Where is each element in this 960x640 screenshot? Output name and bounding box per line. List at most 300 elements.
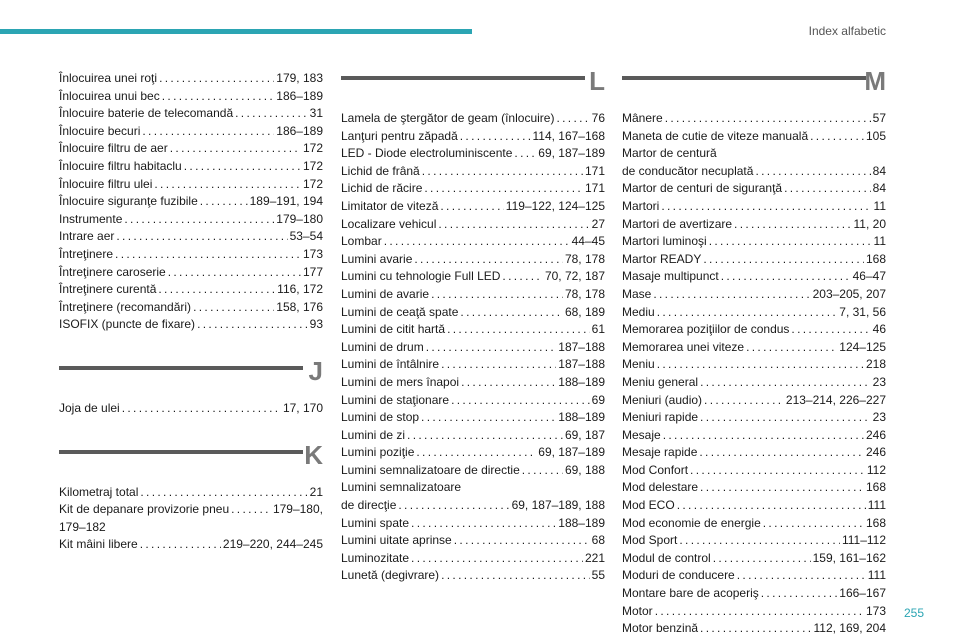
entry-pages: 158, 176 <box>276 299 323 314</box>
entry-term: Instrumente <box>59 211 123 226</box>
dot-leader <box>663 427 864 445</box>
entry-pages: 105 <box>865 128 886 143</box>
entry-pages: 186–189 <box>276 123 323 138</box>
entry-term: Martori luminoşi <box>622 234 707 249</box>
dot-leader <box>700 620 811 638</box>
entry-pages: 173 <box>302 246 323 261</box>
entry-continuation: 179–182 <box>59 519 106 534</box>
entry-term: Lunetă (degivrare) <box>341 568 440 583</box>
index-entry <box>59 140 323 158</box>
entry-term: Masaje multipunct <box>622 269 719 284</box>
dot-leader <box>140 484 307 502</box>
entry-term: Lanţuri pentru zăpadă <box>341 128 458 143</box>
entry-term: Martor de centuri de siguranţă <box>622 181 783 196</box>
dot-leader <box>454 532 590 550</box>
dot-leader <box>522 462 563 480</box>
entry-pages: 246 <box>865 445 886 460</box>
entry-pages: 69, 187 <box>564 427 605 442</box>
index-entry <box>622 497 886 515</box>
index-entry <box>59 88 323 106</box>
entry-pages: 23 <box>872 374 886 389</box>
dot-leader <box>422 163 583 181</box>
entry-pages: 112, 169, 204 <box>813 621 886 636</box>
entry-pages: 179, 183 <box>276 71 323 85</box>
index-entry <box>59 123 323 141</box>
entry-pages: 171 <box>584 163 605 178</box>
index-entry <box>341 251 605 269</box>
entry-term: Martor READY <box>622 251 702 266</box>
entry-term: Mod economie de energie <box>622 515 761 530</box>
section-letter: J <box>308 355 323 386</box>
dot-leader <box>763 515 864 533</box>
entry-term: Montare bare de acoperiş <box>622 586 759 601</box>
entry-pages: 69, 187–189, 188 <box>511 498 605 513</box>
index-entry <box>59 536 323 554</box>
dot-leader <box>755 163 870 181</box>
dot-leader <box>690 462 865 480</box>
section-heading-l <box>341 66 605 110</box>
dot-leader <box>502 268 543 286</box>
section-divider <box>341 76 585 80</box>
index-entry <box>59 176 323 194</box>
entry-pages: 111 <box>867 568 886 583</box>
entry-pages: 46–47 <box>852 269 886 284</box>
dot-leader <box>737 567 866 585</box>
index-entry <box>341 462 605 480</box>
index-entry <box>341 392 605 410</box>
entry-term: Lumini de staţionare <box>341 392 450 407</box>
entry-pages: 69, 188 <box>564 462 605 477</box>
section-divider <box>622 76 866 80</box>
index-entry <box>341 110 605 128</box>
index-entry <box>622 409 886 427</box>
entry-term: Lumini uitate aprinse <box>341 533 452 548</box>
entry-term: LED - Diode electroluminiscente <box>341 146 513 161</box>
entry-term: Înlocuire becuri <box>59 123 141 138</box>
entry-term: Maneta de cutie de viteze manuală <box>622 128 809 143</box>
entry-term: Localizare vehicul <box>341 216 437 231</box>
entry-term: Mod Sport <box>622 533 678 548</box>
dot-leader <box>231 501 271 519</box>
index-entry <box>622 620 886 638</box>
dot-leader <box>703 251 864 269</box>
dot-leader <box>451 392 590 410</box>
index-column-3 <box>622 68 886 638</box>
index-entry <box>622 479 886 497</box>
section-heading-m <box>622 66 886 110</box>
index-entry <box>622 515 886 533</box>
index-entry <box>622 585 886 603</box>
index-entry <box>341 216 605 234</box>
index-entry <box>622 462 886 480</box>
entry-term: Meniuri (audio) <box>622 392 703 407</box>
index-entry <box>341 304 605 322</box>
dot-leader <box>514 145 536 163</box>
entry-pages: 11 <box>873 198 886 213</box>
index-entry <box>622 110 886 128</box>
index-entry <box>341 515 605 533</box>
entry-pages: 11, 20 <box>853 216 886 231</box>
entry-pages: 188–189 <box>558 515 605 530</box>
entry-term: Întreţinere <box>59 246 114 261</box>
entry-pages: 186–189 <box>276 88 323 103</box>
entry-pages: 11 <box>873 234 886 249</box>
entry-pages: 57 <box>872 111 886 125</box>
section-letter: K <box>304 439 323 470</box>
dot-leader <box>700 479 864 497</box>
entry-pages: 179–180 <box>276 211 323 226</box>
dot-leader <box>653 286 810 304</box>
dot-leader <box>655 603 864 621</box>
dot-leader <box>235 105 308 123</box>
index-entry <box>341 198 605 216</box>
entry-heading-line: Lumini semnalizatoare <box>341 480 462 495</box>
entry-pages: 111 <box>867 498 886 513</box>
section-letter: M <box>864 66 886 96</box>
entry-term: Lumini de zi <box>341 427 406 442</box>
entry-term: Memorarea unei viteze <box>622 339 745 354</box>
dot-leader <box>414 251 563 269</box>
entry-pages: 21 <box>309 484 323 499</box>
entry-term: Lumini de drum <box>341 339 424 354</box>
dot-leader <box>197 316 308 334</box>
index-entry <box>622 444 886 462</box>
entry-term: Meniuri rapide <box>622 410 699 425</box>
dot-leader <box>122 400 281 418</box>
entry-pages: 78, 178 <box>564 251 605 266</box>
entry-pages: 84 <box>872 181 886 196</box>
index-entry <box>341 427 605 445</box>
entry-term: Mânere <box>622 111 663 125</box>
dot-leader <box>679 532 840 550</box>
dot-leader <box>704 392 784 410</box>
entry-term: Luminozitate <box>341 550 410 565</box>
index-entry <box>622 286 886 304</box>
entry-term: Întreţinere curentă <box>59 282 157 297</box>
dot-leader <box>460 128 531 146</box>
index-entry <box>622 321 886 339</box>
page-header-title: Index alfabetic <box>808 24 886 38</box>
entry-term: Mod Confort <box>622 462 689 477</box>
dot-leader <box>447 321 590 339</box>
dot-leader <box>416 444 536 462</box>
dot-leader <box>424 180 583 198</box>
entry-term: Întreţinere (recomandări) <box>59 299 192 314</box>
entry-pages: 179–180, <box>272 502 323 517</box>
entry-pages: 218 <box>865 357 886 372</box>
dot-leader <box>384 233 570 251</box>
entry-pages: 219–220, 244–245 <box>222 537 323 552</box>
entry-term: Mod delestare <box>622 480 699 495</box>
entry-pages: 116, 172 <box>277 282 323 297</box>
entry-term: Lichid de frână <box>341 163 420 178</box>
index-entry <box>59 484 323 502</box>
index-entry <box>341 180 605 198</box>
entry-term: Meniu <box>622 357 655 372</box>
entry-pages: 168 <box>865 480 886 495</box>
entry-term: Memorarea poziţiilor de condus <box>622 322 790 337</box>
dot-leader <box>677 497 866 515</box>
dot-leader <box>193 299 274 317</box>
entry-term: Lumini avarie <box>341 251 413 266</box>
dot-leader <box>124 211 274 229</box>
entry-term: Lumini de citit hartă <box>341 322 446 337</box>
index-entry <box>59 264 323 282</box>
section-divider <box>59 450 303 454</box>
entry-term: Martori <box>622 198 660 213</box>
dot-leader <box>441 567 590 585</box>
index-entry <box>59 105 323 123</box>
entry-pages: 70, 72, 187 <box>544 269 605 284</box>
dot-leader <box>734 216 851 234</box>
dot-leader <box>441 356 556 374</box>
dot-leader <box>700 374 871 392</box>
entry-pages: 69 <box>591 392 605 407</box>
index-entry <box>59 281 323 299</box>
entry-pages: 213–214, 226–227 <box>785 392 886 407</box>
entry-pages: 159, 161–162 <box>812 550 886 565</box>
entry-term: Lichid de răcire <box>341 181 423 196</box>
index-entry <box>622 392 886 410</box>
dot-leader <box>170 140 301 158</box>
entry-pages: 177 <box>302 264 323 279</box>
entry-pages: 76 <box>591 111 605 125</box>
entry-term: de direcţie <box>341 498 397 513</box>
index-entry <box>341 163 605 181</box>
dot-leader <box>665 110 871 128</box>
entry-term: Înlocuire filtru ulei <box>59 176 153 191</box>
page-number: 255 <box>903 606 924 620</box>
dot-leader <box>810 128 864 146</box>
dot-leader <box>140 536 221 554</box>
entry-pages: 187–188 <box>558 357 605 372</box>
entry-pages: 203–205, 207 <box>812 286 886 301</box>
entry-pages: 172 <box>302 141 323 156</box>
entry-pages: 55 <box>591 568 605 583</box>
entry-pages: 221 <box>584 550 605 565</box>
dot-leader <box>200 193 248 211</box>
entry-pages: 31 <box>309 106 323 121</box>
dot-leader <box>556 110 589 128</box>
dot-leader <box>115 246 301 264</box>
entry-pages: 114, 167–168 <box>532 128 605 143</box>
index-entry <box>341 339 605 357</box>
dot-leader <box>142 123 274 141</box>
index-entry <box>341 550 605 568</box>
entry-pages: 53–54 <box>289 229 323 244</box>
entry-term: ISOFIX (puncte de fixare) <box>59 317 196 332</box>
dot-leader <box>158 281 275 299</box>
index-entry <box>622 374 886 392</box>
dot-leader <box>709 233 872 251</box>
entry-term: Mod ECO <box>622 498 675 513</box>
entry-term: Înlocuirea unei roţi <box>59 71 158 85</box>
entry-term: Lombar <box>341 234 382 249</box>
entry-pages: 188–189 <box>558 374 605 389</box>
entry-term: Lumini de ceaţă spate <box>341 304 459 319</box>
section-letter: L <box>589 66 605 96</box>
dot-leader <box>411 550 583 568</box>
entry-pages: 112 <box>866 462 886 477</box>
entry-pages: 173 <box>865 603 886 618</box>
index-entry <box>622 198 886 216</box>
entry-term: Mesaje <box>622 427 661 442</box>
entry-pages: 44–45 <box>571 234 605 249</box>
entry-heading-line: Martor de centură <box>622 146 717 161</box>
index-entry <box>341 497 605 515</box>
dot-leader <box>159 70 274 88</box>
entry-pages: 17, 170 <box>282 400 323 415</box>
entry-term: Lumini de stop <box>341 410 420 425</box>
entry-pages: 69, 187–189 <box>538 445 605 460</box>
entry-pages: 93 <box>309 317 323 332</box>
entry-pages: 111–112 <box>841 533 886 548</box>
dot-leader <box>438 216 589 234</box>
dot-leader <box>426 339 557 357</box>
index-entry <box>341 374 605 392</box>
dot-leader <box>398 497 509 515</box>
entry-pages: 187–188 <box>558 339 605 354</box>
index-entry <box>341 444 605 462</box>
entry-pages: 46 <box>872 322 886 337</box>
dot-leader <box>699 444 864 462</box>
index-entry <box>341 145 605 163</box>
index-entry <box>622 532 886 550</box>
dot-leader <box>461 374 556 392</box>
entry-pages: 27 <box>591 216 605 231</box>
dot-leader <box>746 339 837 357</box>
index-entry <box>622 427 886 445</box>
entry-term: Lumini de întâlnire <box>341 357 440 372</box>
index-entry <box>59 158 323 176</box>
dot-leader <box>407 427 563 445</box>
entry-term: Mesaje rapide <box>622 445 698 460</box>
index-entry <box>59 228 323 246</box>
dot-leader <box>761 585 838 603</box>
index-entry <box>622 304 886 322</box>
dot-leader <box>162 88 275 106</box>
entry-pages: 171 <box>584 181 605 196</box>
dot-leader <box>168 264 301 282</box>
index-entry <box>59 193 323 211</box>
index-column-2 <box>341 68 605 585</box>
entry-pages: 172 <box>302 158 323 173</box>
entry-pages: 69, 187–189 <box>538 146 605 161</box>
index-entry <box>59 70 323 88</box>
dot-leader <box>440 198 503 216</box>
index-entry <box>341 356 605 374</box>
entry-pages: 189–191, 194 <box>249 194 323 209</box>
entry-pages: 168 <box>865 251 886 266</box>
entry-term: Intrare aer <box>59 229 115 244</box>
entry-term: Kit de depanare provizorie pneu <box>59 502 230 517</box>
entry-pages: 188–189 <box>558 410 605 425</box>
index-entry <box>341 321 605 339</box>
entry-term: Modul de control <box>622 550 711 565</box>
dot-leader <box>411 515 556 533</box>
entry-term: Întreţinere caroserie <box>59 264 166 279</box>
index-entry <box>341 268 605 286</box>
index-entry <box>341 567 605 585</box>
dot-leader <box>460 304 563 322</box>
entry-term: Meniu general <box>622 374 699 389</box>
entry-pages: 78, 178 <box>564 286 605 301</box>
dot-leader <box>713 550 811 568</box>
entry-pages: 84 <box>872 163 886 178</box>
index-entry <box>59 400 323 418</box>
dot-leader <box>784 180 871 198</box>
index-entry <box>622 603 886 621</box>
entry-term: Înlocuire filtru de aer <box>59 141 168 156</box>
index-entry <box>622 216 886 234</box>
dot-leader <box>116 228 287 246</box>
entry-term: Înlocuire filtru habitaclu <box>59 158 182 173</box>
index-entry <box>622 128 886 146</box>
entry-pages: 7, 31, 56 <box>839 304 886 319</box>
entry-pages: 246 <box>865 427 886 442</box>
entry-term: Lumini cu tehnologie Full LED <box>341 269 501 284</box>
index-entry <box>59 246 323 264</box>
entry-pages: 119–122, 124–125 <box>505 198 605 213</box>
dot-leader <box>154 176 301 194</box>
index-entry <box>622 233 886 251</box>
index-entry <box>622 567 886 585</box>
index-entry <box>622 251 886 269</box>
header-accent-bar <box>0 29 472 34</box>
index-entry <box>622 339 886 357</box>
entry-term: de conducător necuplată <box>622 163 754 178</box>
index-entry <box>59 501 323 519</box>
entry-pages: 172 <box>302 176 323 191</box>
index-entry <box>59 316 323 334</box>
section-divider <box>59 366 303 370</box>
entry-term: Joja de ulei <box>59 400 120 415</box>
dot-leader <box>184 158 301 176</box>
index-entry <box>341 128 605 146</box>
dot-leader <box>661 198 871 216</box>
entry-term: Kit mâini libere <box>59 537 138 552</box>
index-entry <box>59 211 323 229</box>
dot-leader <box>657 304 838 322</box>
entry-term: Limitator de viteză <box>341 198 439 213</box>
section-heading-k <box>59 440 323 484</box>
entry-pages: 68, 189 <box>564 304 605 319</box>
dot-leader <box>431 286 563 304</box>
index-entry <box>341 233 605 251</box>
entry-pages: 23 <box>872 410 886 425</box>
section-heading-j <box>59 356 323 400</box>
entry-pages: 166–167 <box>839 586 886 601</box>
entry-term: Lumini de avarie <box>341 286 430 301</box>
dot-leader <box>421 409 556 427</box>
index-entry <box>341 532 605 550</box>
entry-term: Kilometraj total <box>59 484 139 499</box>
entry-term: Lamela de ştergător de geam (înlocuire) <box>341 111 555 125</box>
entry-pages: 61 <box>591 322 605 337</box>
entry-pages: 68 <box>591 533 605 548</box>
entry-term: Mediu <box>622 304 655 319</box>
entry-term: Lumini semnalizatoare de directie <box>341 462 520 477</box>
dot-leader <box>791 321 870 339</box>
dot-leader <box>657 356 864 374</box>
index-column-1 <box>59 70 323 554</box>
entry-term: Martori de avertizare <box>622 216 733 231</box>
index-entry <box>341 286 605 304</box>
entry-term: Motor benzină <box>622 621 699 636</box>
index-entry <box>622 356 886 374</box>
entry-term: Lumini spate <box>341 515 410 530</box>
entry-term: Înlocuire baterie de telecomandă <box>59 106 234 121</box>
